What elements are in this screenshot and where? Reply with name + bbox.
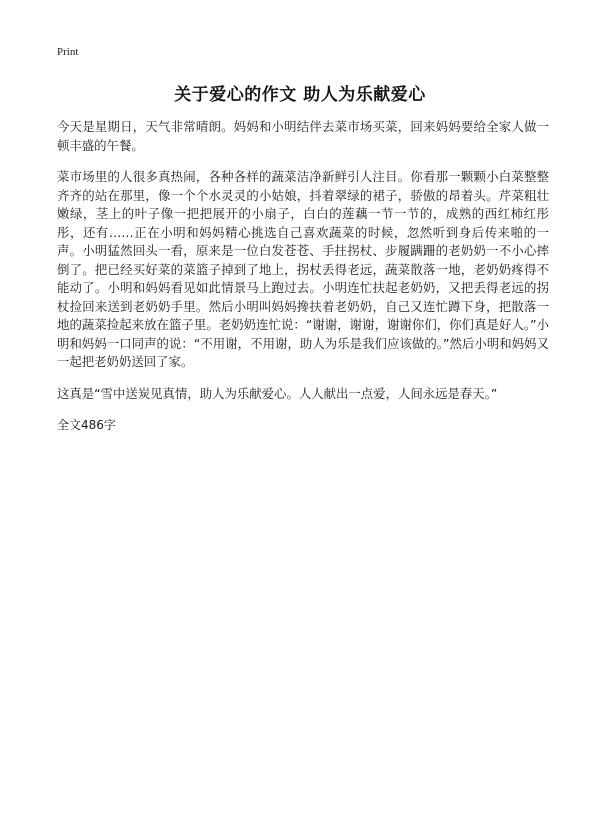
paragraph-3: 这真是“雪中送炭见真情，助人为乐献爱心。人人献出一点爱，人间永远是春天。” [57,385,498,401]
word-count: 全文486字 [57,418,116,432]
article-title: 关于爱心的作文 助人为乐献爱心 [174,85,426,105]
article-body [57,118,549,435]
paragraph-2: 菜市场里的人很多真热闹，各种各样的蔬菜洁净新鲜引人注目。你看那一颗颗小白菜整整齐齐的站在那里，像一个个水灵灵的小姑娘，抖着翠绿的裙子，骄傲的昂着头。芹菜粗壮嫩绿，茎上的叶子像一把把展开的小扇子，白白的莲藕一节一节的，成熟的西红柿红彤彤，还有……正在小明和妈妈精心挑选自己喜欢蔬菜的时候，忽然听到身后传来啪的一声。小明猛然回头一看，原来是一位白发苍苍、手拄拐杖、步履蹒跚的老奶奶一不小心摔倒了。把已经买好菜的菜篮子掉到了地上，拐杖丢得老远，蔬菜散落一地，老奶奶疼得不能动了。小明和妈妈看见如此情景马上跑过去。小明连忙扶起老奶奶，又把丢得老远的拐杖捡回来送到老奶奶手里。然后小明叫妈妈搀扶着老奶奶，自己又连忙蹲下身，把散落一地的蔬菜捡起来放在篮子里。老奶奶连忙说：“谢谢，谢谢，谢谢你们，你们真是好人。”小明和妈妈一口同声的说：“不用谢，不用谢，助人为乐是我们应该做的。”然后小明和妈妈又一起把老奶奶送回了家。 [57,169,549,369]
print-link[interactable]: Print [57,46,79,58]
paragraph-1: 今天是星期日，天气非常晴朗。妈妈和小明结伴去菜市场买菜，回来妈妈要给全家人做一顿丰盛的午餐。 [57,119,549,153]
